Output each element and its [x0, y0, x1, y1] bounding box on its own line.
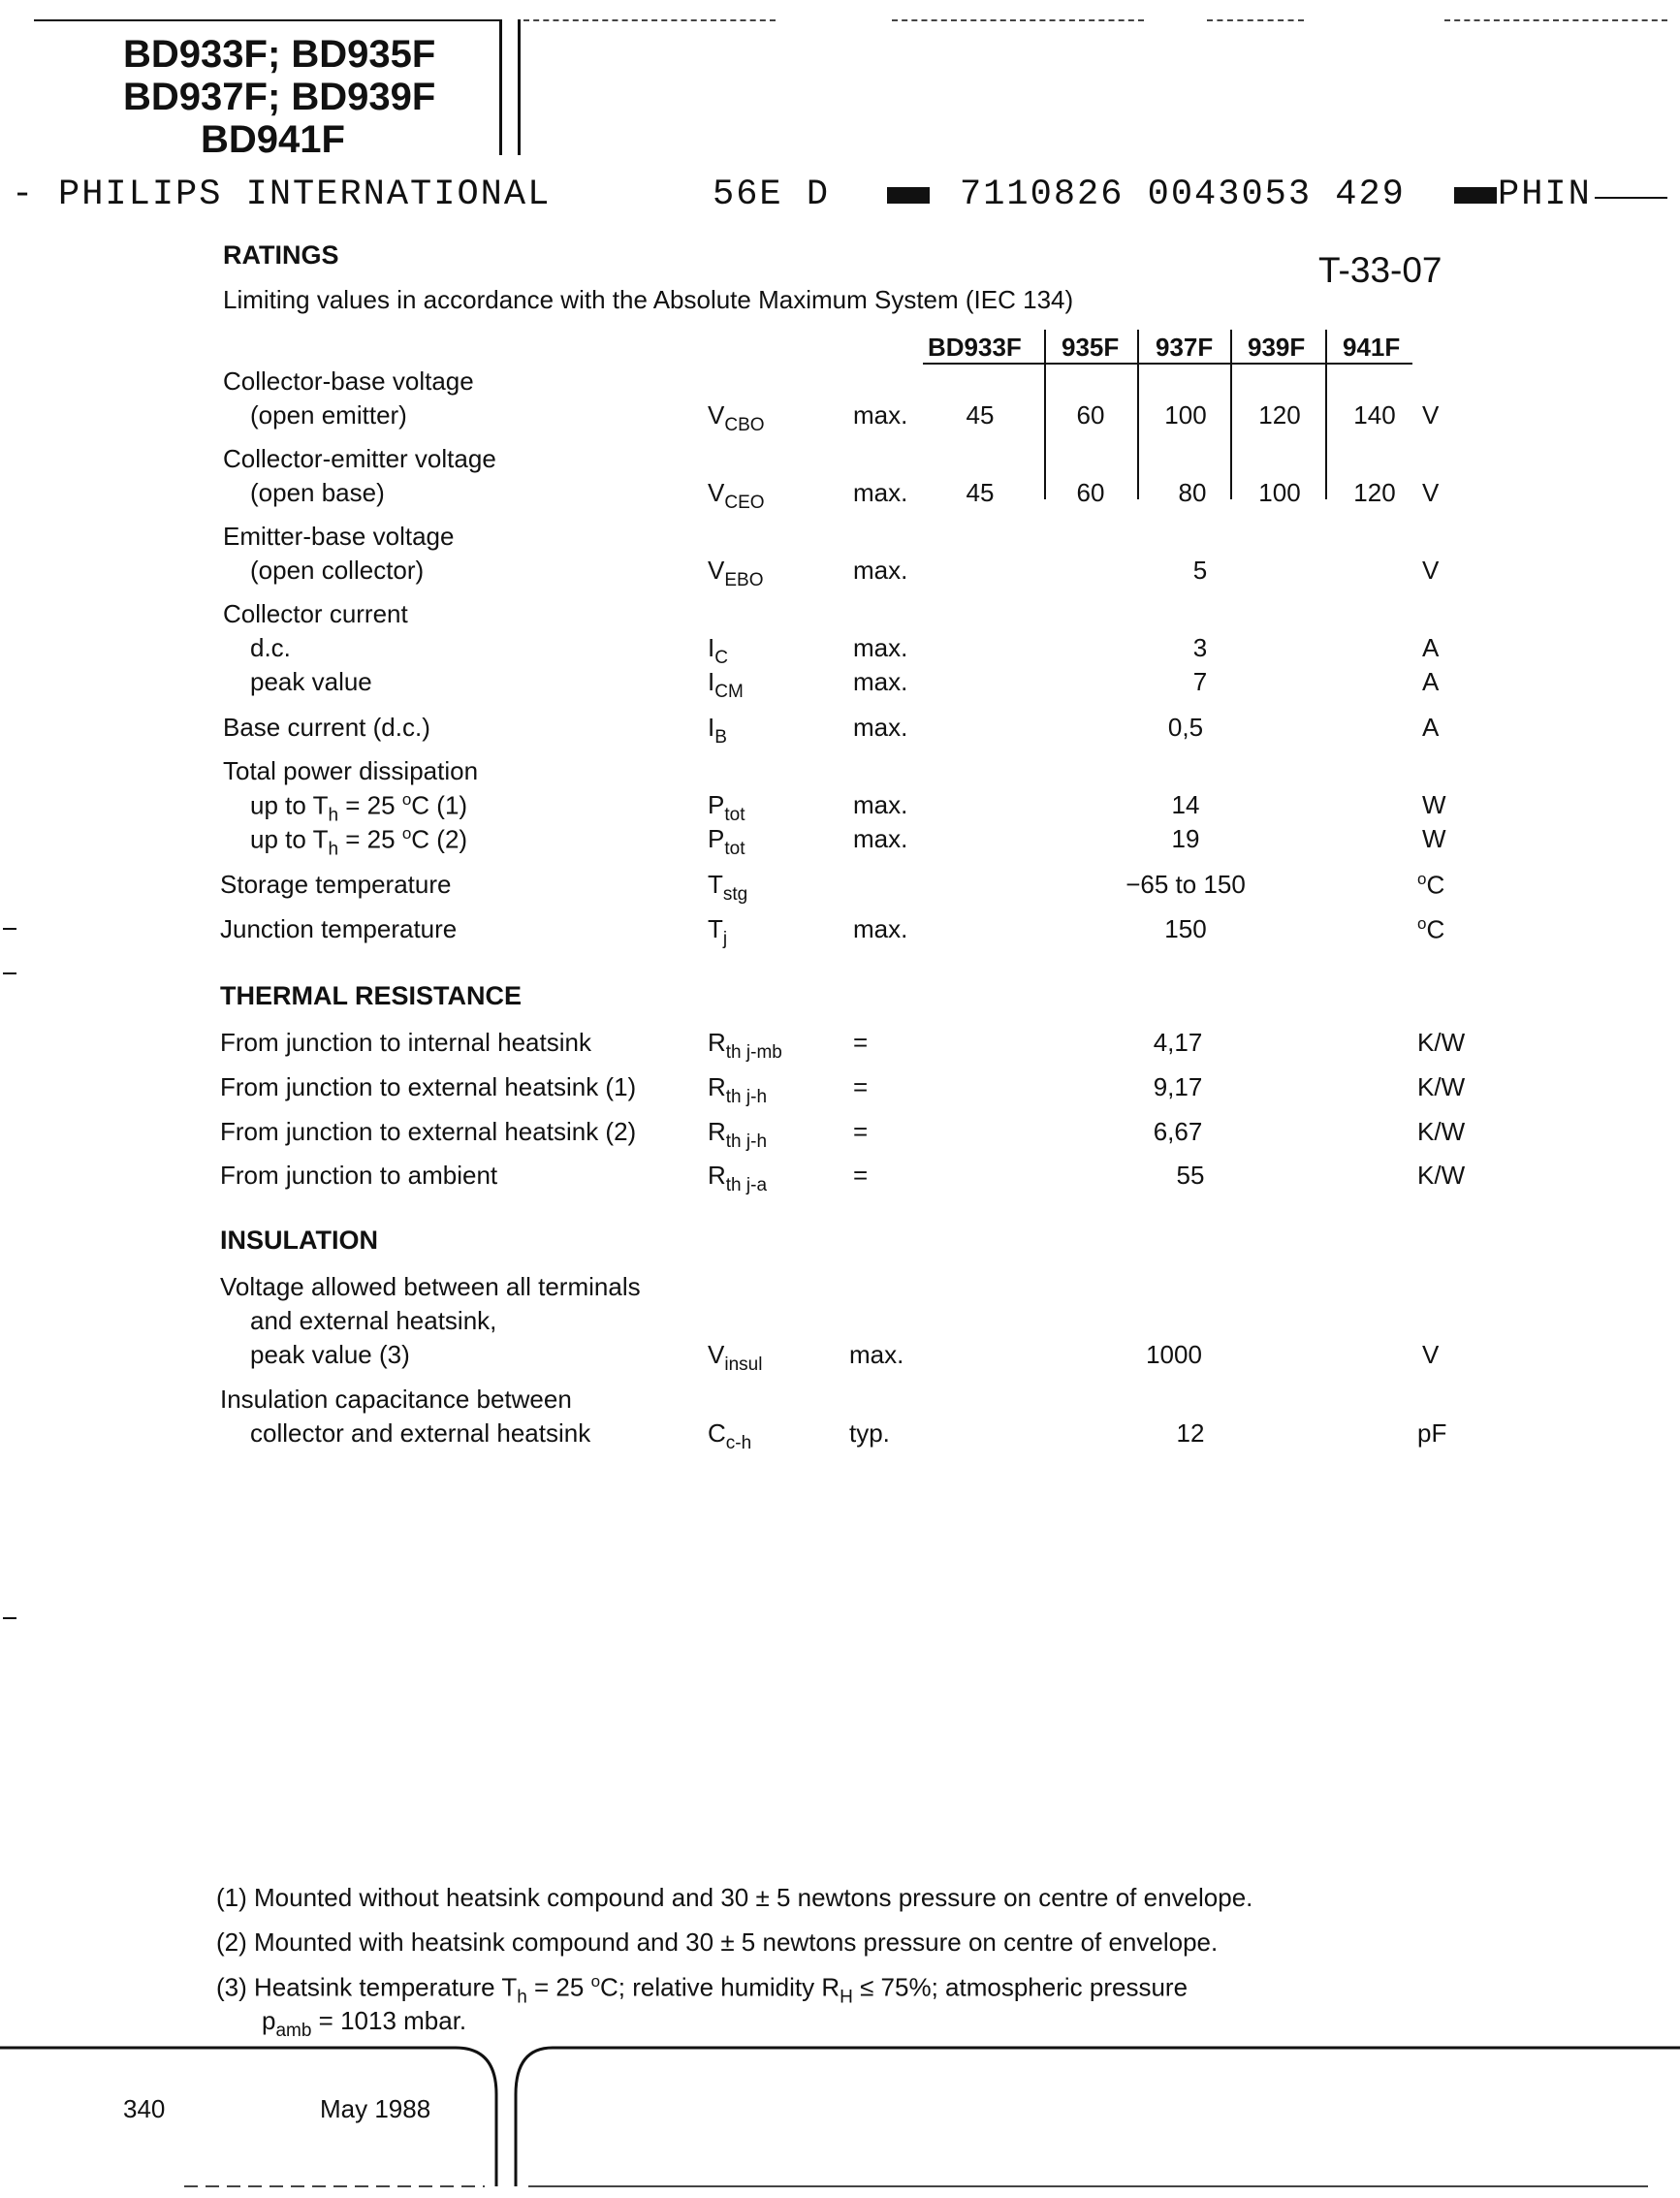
tstg-value: −65 to 150 [1125, 870, 1246, 899]
header-dashed-rule [523, 19, 776, 21]
vceo-value-939f: 100 [1258, 478, 1301, 507]
vcbo-symbol: $V_{CBO}$ [708, 400, 765, 435]
company-stamp: PHILIPS INTERNATIONAL [58, 175, 552, 215]
header-double-rule [499, 19, 502, 155]
rth-h2-unit: K/W [1417, 1117, 1466, 1146]
icm-qualifier: max. [853, 667, 908, 696]
icm-value: 7 [1192, 667, 1208, 696]
title-line-1: BD933F; BD935F [123, 33, 436, 76]
vcbo-unit: V [1422, 400, 1440, 430]
col-header-underline [923, 363, 1412, 365]
rth-mb-label: From junction to internal heatsink [220, 1028, 591, 1057]
tstg-symbol: $T_{stg}$ [708, 870, 748, 905]
rth-h2-value: 6,67 [1153, 1117, 1203, 1146]
stamp-rule [1595, 197, 1667, 199]
ptot1-value: 14 [1171, 790, 1200, 819]
header-dashed-rule [1444, 19, 1667, 21]
cch-unit: pF [1417, 1418, 1447, 1448]
footnote-1: (1) Mounted without heatsink compound and 30 ± 5 newtons pressure on centre of envelope. [216, 1883, 1253, 1912]
footer-rule-graphic [0, 2036, 1680, 2198]
vinsul-label-1: Voltage allowed between all terminals [220, 1272, 641, 1301]
ic-label: d.c. [250, 633, 291, 662]
vceo-symbol: $V_{CEO}$ [708, 478, 765, 513]
icm-symbol: $I_{CM}$ [708, 667, 744, 702]
rth-mb-unit: K/W [1417, 1028, 1466, 1057]
vinsul-qualifier: max. [849, 1340, 904, 1369]
vebo-sublabel: (open collector) [250, 556, 425, 585]
ptot2-unit: W [1422, 824, 1446, 853]
rth-a-value: 55 [1176, 1161, 1205, 1190]
ib-value: 0,5 [1167, 713, 1204, 742]
stamp-code-2: 7110826 0043053 429 [960, 175, 1406, 215]
stamp-block [887, 187, 930, 204]
title-line-2: BD937F; BD939F [123, 76, 436, 118]
vceo-value-bd933f: 45 [966, 478, 995, 507]
vceo-value-941f: 120 [1353, 478, 1396, 507]
ptot2-symbol: $P_{tot}$ [708, 824, 745, 859]
rth-h2-symbol: $R_{th j-h}$ [708, 1117, 768, 1152]
vceo-label: Collector-emitter voltage [223, 444, 496, 473]
ic-symbol: $I_C$ [708, 633, 728, 668]
vebo-qualifier: max. [853, 556, 908, 585]
ptot1-label: up to $T_h = 25$ $^o$C (1) [250, 790, 468, 826]
cch-qualifier: typ. [849, 1418, 890, 1448]
rth-mb-qualifier: = [853, 1028, 869, 1057]
vceo-value-937f: 80 [1178, 478, 1207, 507]
ptot-heading: Total power dissipation [223, 756, 479, 785]
tj-label: Junction temperature [220, 914, 458, 943]
title-line-3: BD941F [201, 118, 345, 161]
vceo-value-935f: 60 [1076, 478, 1105, 507]
col-939f: 939F [1248, 333, 1306, 362]
col-941f: 941F [1343, 333, 1401, 362]
rth-a-qualifier: = [853, 1161, 869, 1190]
vebo-symbol: $V_{EBO}$ [708, 556, 764, 590]
ib-label: Base current (d.c.) [223, 713, 430, 742]
vinsul-unit: V [1422, 1340, 1440, 1369]
vebo-unit: V [1422, 556, 1440, 585]
ptot2-value: 19 [1171, 824, 1200, 853]
rth-a-label: From junction to ambient [220, 1161, 498, 1190]
cch-label-2: collector and external heatsink [250, 1418, 591, 1448]
stamp-dash: - [12, 175, 36, 215]
icm-unit: A [1422, 667, 1440, 696]
col-bd933f: BD933F [928, 333, 1022, 362]
ib-symbol: $I_B$ [708, 713, 727, 748]
vcbo-value-939f: 120 [1258, 400, 1301, 430]
margin-mark [3, 928, 16, 930]
rth-h1-label: From junction to external heatsink (1) [220, 1072, 637, 1101]
ic-unit: A [1422, 633, 1440, 662]
footnote-3: (3) Heatsink temperature $T_h = 25$ $^o$C; relative humidity $R_H \le 75\%$; atmospheric pressure [216, 1972, 1189, 2008]
header-double-rule [518, 19, 521, 155]
icm-label: peak value [250, 667, 372, 696]
insulation-heading: INSULATION [220, 1226, 378, 1255]
tj-symbol: $T_j$ [708, 914, 728, 949]
stamp-block [1454, 187, 1497, 204]
vceo-unit: V [1422, 478, 1440, 507]
rth-mb-value: 4,17 [1153, 1028, 1203, 1057]
ib-qualifier: max. [853, 713, 908, 742]
tstg-unit: $^o$C [1417, 870, 1445, 900]
rth-h1-symbol: $R_{th j-h}$ [708, 1072, 768, 1107]
rth-mb-symbol: $R_{th j-mb}$ [708, 1028, 782, 1063]
col-937f: 937F [1156, 333, 1214, 362]
footer-date: May 1988 [320, 2094, 431, 2123]
header-dashed-rule [1207, 19, 1304, 21]
page-number: 340 [123, 2094, 166, 2123]
rth-h1-unit: K/W [1417, 1072, 1466, 1101]
footnote-3-cont: $p_{amb} = 1013$ mbar. [262, 2006, 467, 2041]
rth-h1-qualifier: = [853, 1072, 869, 1101]
col-935f: 935F [1062, 333, 1120, 362]
ic-qualifier: max. [853, 633, 908, 662]
ic-heading: Collector current [223, 599, 408, 628]
vebo-value: 5 [1192, 556, 1208, 585]
stamp-code-3: PHIN [1498, 175, 1592, 215]
stamp-code-1: 56E D [713, 175, 831, 215]
ptot2-label: up to $T_h = 25$ $^o$C (2) [250, 824, 468, 860]
tj-value: 150 [1164, 914, 1207, 943]
header-dashed-rule [892, 19, 1144, 21]
vcbo-value-bd933f: 45 [966, 400, 995, 430]
tj-unit: $^o$C [1417, 914, 1445, 944]
tj-qualifier: max. [853, 914, 908, 943]
rth-a-symbol: $R_{th j-a}$ [708, 1161, 768, 1195]
footnote-2: (2) Mounted with heatsink compound and 30 ± 5 newtons pressure on centre of envelope. [216, 1927, 1219, 1957]
margin-mark [3, 1617, 16, 1619]
rth-h2-label: From junction to external heatsink (2) [220, 1117, 637, 1146]
ptot2-qualifier: max. [853, 824, 908, 853]
ref-code: T-33-07 [1318, 250, 1442, 290]
vcbo-value-937f: 100 [1164, 400, 1207, 430]
ic-value: 3 [1192, 633, 1208, 662]
rth-h1-value: 9,17 [1153, 1072, 1203, 1101]
ratings-intro: Limiting values in accordance with the Absolute Maximum System (IEC 134) [223, 285, 1074, 314]
cch-value: 12 [1176, 1418, 1205, 1448]
ib-unit: A [1422, 713, 1440, 742]
vinsul-value: 1000 [1146, 1340, 1202, 1369]
cch-label-1: Insulation capacitance between [220, 1385, 572, 1414]
vebo-label: Emitter-base voltage [223, 522, 455, 551]
vceo-sublabel: (open base) [250, 478, 385, 507]
vceo-qualifier: max. [853, 478, 908, 507]
vinsul-label-3: peak value (3) [250, 1340, 410, 1369]
rth-a-unit: K/W [1417, 1161, 1466, 1190]
vcbo-label: Collector-base voltage [223, 366, 474, 396]
ptot1-unit: W [1422, 790, 1446, 819]
header-top-rule [34, 19, 499, 21]
thermal-heading: THERMAL RESISTANCE [220, 981, 523, 1010]
vinsul-symbol: $V_{insul}$ [708, 1340, 763, 1375]
vinsul-label-2: and external heatsink, [250, 1306, 497, 1335]
cch-symbol: $C_{c-h}$ [708, 1418, 752, 1453]
ptot1-qualifier: max. [853, 790, 908, 819]
vcbo-qualifier: max. [853, 400, 908, 430]
tstg-label: Storage temperature [220, 870, 452, 899]
vcbo-value-941f: 140 [1353, 400, 1396, 430]
ratings-heading: RATINGS [223, 240, 339, 270]
margin-mark [3, 972, 16, 974]
rth-h2-qualifier: = [853, 1117, 869, 1146]
vcbo-sublabel: (open emitter) [250, 400, 407, 430]
vcbo-value-935f: 60 [1076, 400, 1105, 430]
ptot1-symbol: $P_{tot}$ [708, 790, 745, 825]
